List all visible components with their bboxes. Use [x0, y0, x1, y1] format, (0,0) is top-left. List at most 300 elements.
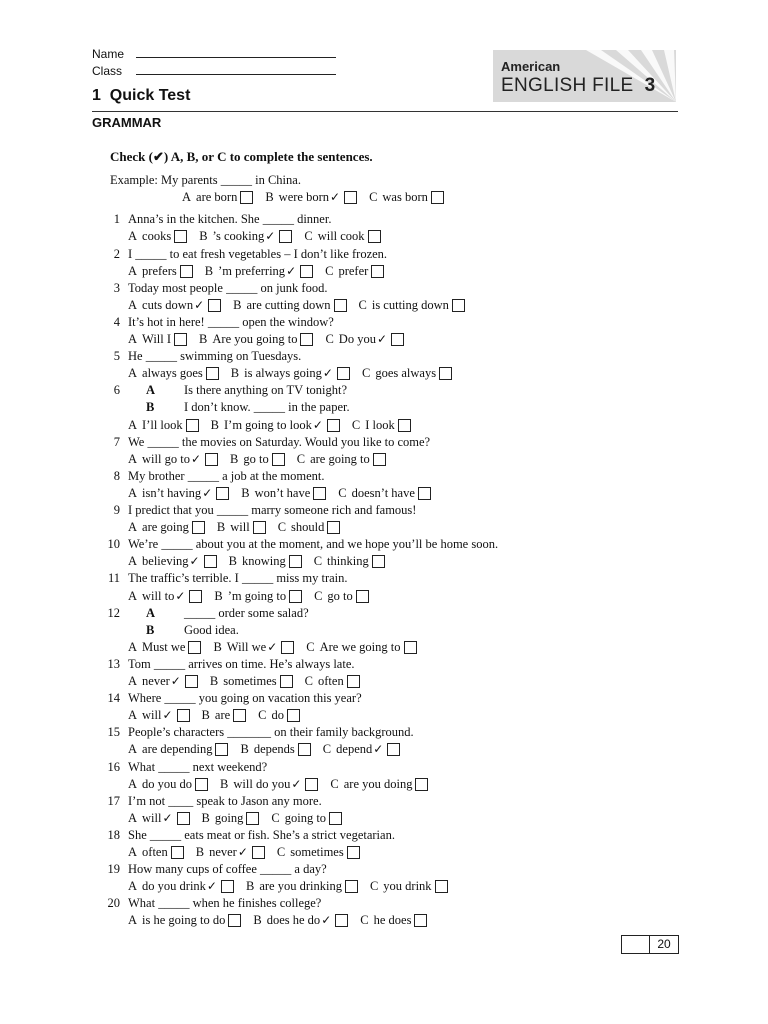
check-mark-icon: ✓ [194, 297, 205, 312]
checkbox[interactable] [372, 555, 385, 568]
checkbox[interactable] [435, 880, 448, 893]
question-stem: She _____ eats meat or fish. She’s a strict vegetarian. [128, 827, 395, 842]
option-text: are you drinking [259, 879, 342, 894]
option-text: going [214, 810, 244, 825]
option-text: go to [327, 588, 353, 603]
instructions: Check (✔) A, B, or C to complete the sentences. [110, 149, 373, 164]
option-letter: A [182, 190, 192, 205]
check-mark-icon: ✓ [175, 588, 186, 603]
option-a[interactable] [128, 912, 241, 929]
option-text: will [230, 520, 250, 535]
option-text: often [318, 674, 344, 689]
question-stem: Anna’s in the kitchen. She _____ dinner. [128, 212, 332, 227]
checkbox[interactable] [337, 367, 350, 380]
option-c[interactable] [258, 707, 300, 724]
logo-level: 3 [644, 75, 656, 96]
option-c[interactable] [352, 417, 411, 434]
option-c[interactable] [359, 297, 465, 314]
checkbox[interactable] [171, 846, 184, 859]
option-letter: A [128, 229, 138, 244]
question-number: 1 [113, 212, 120, 227]
check-mark-icon: ✓ [237, 845, 248, 860]
option-a[interactable] [128, 485, 229, 502]
option-letter: B [201, 810, 210, 825]
dialogue-line [0, 622, 768, 639]
checkbox[interactable] [335, 914, 348, 927]
checkbox[interactable] [180, 265, 193, 278]
question-number: 19 [107, 862, 120, 877]
option-b[interactable] [214, 588, 302, 605]
question-stem-row [0, 246, 768, 263]
checkbox[interactable] [174, 333, 187, 346]
option-letter: B [199, 332, 208, 347]
option-c[interactable] [297, 451, 386, 468]
option-text: won’t have [254, 485, 311, 500]
option-text: always goes [142, 366, 203, 381]
checkbox[interactable] [246, 812, 259, 825]
options-row [0, 519, 768, 536]
check-mark-icon: ✓ [321, 913, 332, 928]
options-row [0, 297, 768, 314]
score-box [621, 935, 679, 954]
option-text: does he do [266, 913, 321, 928]
option-letter: A [128, 639, 138, 654]
option-text: are [214, 708, 231, 723]
checkbox[interactable] [345, 880, 358, 893]
question-number: 11 [107, 571, 120, 586]
checkbox[interactable] [280, 675, 293, 688]
check-mark-icon: ✓ [376, 332, 388, 347]
checkbox[interactable] [240, 191, 253, 204]
option-letter: B [199, 229, 208, 244]
option-letter: B [213, 639, 222, 654]
check-mark-icon: ✓ [267, 639, 278, 654]
option-c[interactable] [369, 189, 444, 206]
check-mark-icon: ✓ [206, 879, 217, 894]
option-c[interactable] [314, 588, 369, 605]
option-letter: A [128, 554, 138, 569]
student-info-fields [92, 44, 336, 78]
class-label: Class [92, 64, 123, 78]
option-text: are going to [310, 451, 370, 466]
option-b[interactable] [233, 297, 346, 314]
option-text: is cutting down [371, 297, 449, 312]
question-stem: My brother _____ a job at the moment. [128, 468, 325, 483]
checkbox[interactable] [188, 641, 201, 654]
question-number: 5 [113, 349, 120, 364]
checkbox[interactable] [289, 590, 302, 603]
checkbox[interactable] [281, 641, 294, 654]
option-c[interactable] [306, 639, 416, 656]
option-a[interactable] [128, 417, 199, 434]
option-text: will [142, 810, 162, 825]
option-text: often [142, 845, 168, 860]
option-b[interactable] [213, 639, 294, 656]
option-c[interactable] [325, 263, 384, 280]
option-c[interactable] [277, 844, 360, 861]
question-stem-row [0, 656, 768, 673]
option-text: Will we [226, 639, 267, 654]
checkbox[interactable] [334, 299, 347, 312]
score-input[interactable] [622, 936, 650, 953]
option-b[interactable] [253, 912, 348, 929]
checkbox[interactable] [391, 333, 404, 346]
checkbox[interactable] [189, 590, 202, 603]
checkbox[interactable] [221, 880, 234, 893]
checkbox[interactable] [216, 487, 229, 500]
checkbox[interactable] [279, 230, 292, 243]
option-letter: C [271, 810, 280, 825]
option-letter: C [322, 742, 332, 757]
name-label: Name [92, 47, 125, 61]
question-stem-row [0, 314, 768, 331]
checkbox[interactable] [327, 419, 340, 432]
option-b[interactable] [196, 844, 265, 861]
checkbox[interactable] [347, 675, 360, 688]
checkbox[interactable] [192, 521, 205, 534]
option-b[interactable] [265, 189, 357, 206]
option-letter: C [325, 263, 334, 278]
option-letter: C [313, 554, 323, 569]
checkbox[interactable] [452, 299, 465, 312]
option-text: sometimes [290, 845, 344, 860]
checkbox[interactable] [313, 487, 326, 500]
option-b[interactable] [240, 741, 310, 758]
check-mark-icon: ✓ [202, 485, 213, 500]
check-mark-icon: ✓ [189, 554, 200, 569]
checkbox[interactable] [215, 743, 228, 756]
option-c[interactable] [278, 519, 341, 536]
option-b[interactable] [202, 810, 260, 827]
check-mark-icon: ✓ [291, 776, 302, 791]
question-stem-row [0, 827, 768, 844]
options-row [0, 331, 768, 348]
checkbox[interactable] [252, 846, 265, 859]
question-stem: Tom _____ arrives on time. He’s always late. [128, 656, 355, 671]
option-a[interactable] [128, 810, 190, 827]
option-text: is he going to do [142, 913, 226, 928]
check-mark-icon: ✓ [373, 742, 384, 757]
checkbox[interactable] [431, 191, 444, 204]
dialogue-text: _____ order some salad? [184, 605, 309, 620]
option-letter: C [325, 332, 334, 347]
checkbox[interactable] [347, 846, 360, 859]
checkbox[interactable] [177, 812, 190, 825]
option-letter: B [210, 417, 219, 432]
option-text: you drink [383, 879, 432, 894]
option-c[interactable] [370, 878, 448, 895]
checkbox[interactable] [371, 265, 384, 278]
checkbox[interactable] [300, 265, 313, 278]
option-letter: A [128, 297, 138, 312]
checkbox[interactable] [205, 453, 218, 466]
question-number: 3 [113, 280, 120, 295]
question-stem: I _____ to eat fresh vegetables – I don’t like frozen. [128, 246, 388, 261]
option-a[interactable] [128, 553, 217, 570]
header-divider [92, 111, 678, 112]
question-number: 9 [113, 503, 120, 518]
checkbox[interactable] [414, 914, 427, 927]
option-letter: B [214, 588, 223, 603]
option-letter: C [330, 776, 339, 791]
option-b[interactable] [217, 519, 266, 536]
options-row [0, 553, 768, 570]
question-stem: He _____ swimming on Tuesdays. [128, 349, 302, 364]
option-c[interactable] [305, 673, 360, 690]
option-c[interactable] [304, 228, 380, 245]
option-letter: A [128, 708, 138, 723]
option-c[interactable] [314, 553, 385, 570]
option-a[interactable] [128, 878, 234, 895]
option-text: cooks [142, 229, 172, 244]
option-c[interactable] [323, 741, 401, 758]
checkbox[interactable] [206, 367, 219, 380]
question-stem-row [0, 724, 768, 741]
option-a[interactable] [128, 588, 202, 605]
option-b[interactable] [229, 553, 302, 570]
option-letter: A [128, 742, 138, 757]
option-letter: C [369, 879, 379, 894]
option-text: was born [382, 190, 428, 205]
option-b[interactable] [205, 263, 313, 280]
option-letter: C [369, 190, 378, 205]
checkbox[interactable] [305, 778, 318, 791]
option-b[interactable] [199, 228, 292, 245]
option-text: ’m going to [227, 588, 287, 603]
option-text: Are you going to [212, 332, 298, 347]
option-c[interactable] [362, 365, 452, 382]
option-text: thinking [327, 554, 369, 569]
option-text: goes always [375, 366, 437, 381]
question-number: 7 [113, 434, 120, 449]
option-a[interactable] [128, 365, 219, 382]
option-b[interactable] [211, 417, 340, 434]
speaker-label: A [146, 383, 156, 398]
checkbox[interactable] [233, 709, 246, 722]
option-text: will do you [233, 776, 291, 791]
checkbox[interactable] [439, 367, 452, 380]
question-stem-row [0, 895, 768, 912]
question-stem-row [0, 348, 768, 365]
option-text: I’m going to look [224, 417, 312, 432]
option-b[interactable] [202, 707, 247, 724]
check-mark-icon: ✓ [312, 417, 323, 432]
option-c[interactable] [271, 810, 342, 827]
check-mark-icon: ✓ [286, 263, 297, 278]
checkbox[interactable] [398, 419, 411, 432]
option-c[interactable] [325, 331, 404, 348]
option-text: go to [243, 451, 269, 466]
question-stem: I’m not ____ speak to Jason any more. [128, 793, 322, 808]
question-stem: It’s hot in here! _____ open the window? [128, 314, 334, 329]
option-b[interactable] [246, 878, 358, 895]
options-row [0, 189, 768, 206]
option-a[interactable] [128, 844, 184, 861]
question-number: 14 [107, 691, 120, 706]
checkbox[interactable] [356, 590, 369, 603]
checkbox[interactable] [186, 419, 199, 432]
option-a[interactable] [128, 451, 218, 468]
checkbox[interactable] [174, 230, 187, 243]
option-letter: B [245, 879, 255, 894]
score-total: 20 [657, 937, 671, 951]
option-a[interactable] [128, 707, 190, 724]
question-stem: The traffic’s terrible. I _____ miss my train. [128, 571, 348, 586]
checkbox[interactable] [329, 812, 342, 825]
option-a[interactable] [128, 263, 193, 280]
option-letter: A [128, 810, 138, 825]
question-stem-row [0, 570, 768, 587]
question-number: 8 [113, 468, 120, 483]
option-text: I’ll look [142, 417, 183, 432]
option-b[interactable] [199, 331, 313, 348]
check-mark-icon: ✓ [330, 190, 341, 205]
option-a[interactable] [128, 776, 208, 793]
option-letter: C [258, 708, 267, 723]
option-letter: B [209, 674, 219, 689]
option-text: sometimes [223, 674, 277, 689]
option-a[interactable] [128, 639, 201, 656]
options-row [0, 263, 768, 280]
option-a[interactable] [128, 519, 205, 536]
logo-line-2: ENGLISH FILE 3 [501, 75, 656, 96]
checkbox[interactable] [177, 709, 190, 722]
checkbox[interactable] [195, 778, 208, 791]
question-stem: What _____ when he finishes college? [128, 896, 322, 911]
question-number: 18 [107, 827, 120, 842]
checkbox[interactable] [344, 191, 357, 204]
option-c[interactable] [360, 912, 427, 929]
option-letter: A [128, 417, 138, 432]
option-text: going to [284, 810, 327, 825]
checkbox[interactable] [228, 914, 241, 927]
class-input-line[interactable] [136, 63, 336, 75]
option-letter: A [128, 263, 138, 278]
checkbox[interactable] [253, 521, 266, 534]
option-c[interactable] [330, 776, 428, 793]
option-letter: B [233, 297, 242, 312]
option-letter: B [204, 263, 214, 278]
checkbox[interactable] [298, 743, 311, 756]
checkbox[interactable] [208, 299, 221, 312]
checkbox[interactable] [387, 743, 400, 756]
question-number: 2 [113, 246, 120, 261]
options-row [0, 588, 768, 605]
option-letter: B [253, 913, 262, 928]
check-mark-icon: ✓ [265, 229, 276, 244]
option-b[interactable] [220, 776, 318, 793]
options-row [0, 844, 768, 861]
class-row [92, 61, 336, 78]
question-stem: We _____ the movies on Saturday. Would you like to come? [128, 434, 431, 449]
option-a[interactable] [128, 673, 198, 690]
checkbox[interactable] [289, 555, 302, 568]
checkbox[interactable] [272, 453, 285, 466]
checkbox[interactable] [300, 333, 313, 346]
question-number: 20 [107, 896, 120, 911]
option-letter: C [304, 229, 313, 244]
check-mark-icon: ✓ [190, 451, 202, 466]
checkbox[interactable] [287, 709, 300, 722]
option-a[interactable] [128, 297, 221, 314]
dialogue-text: I don’t know. _____ in the paper. [184, 400, 350, 415]
checkbox[interactable] [368, 230, 381, 243]
options-row [0, 776, 768, 793]
checkbox[interactable] [327, 521, 340, 534]
checkbox[interactable] [404, 641, 417, 654]
checkbox[interactable] [373, 453, 386, 466]
option-letter: B [228, 554, 237, 569]
option-letter: A [128, 366, 138, 381]
checkbox[interactable] [204, 555, 217, 568]
example-stem [0, 172, 768, 189]
option-text: depends [253, 742, 295, 757]
option-letter: C [276, 845, 286, 860]
checkbox[interactable] [418, 487, 431, 500]
question-number: 10 [107, 537, 120, 552]
question-number: 6 [113, 383, 120, 398]
options-row [0, 878, 768, 895]
example-text: Example: My parents _____ in China. [110, 173, 301, 187]
checkbox[interactable] [185, 675, 198, 688]
option-b[interactable] [230, 451, 285, 468]
option-text: will [142, 708, 162, 723]
check-mark-icon: ✓ [162, 810, 173, 825]
name-input-line[interactable] [136, 46, 336, 58]
option-a[interactable] [182, 189, 253, 206]
question-stem-row [0, 861, 768, 878]
option-letter: B [265, 190, 274, 205]
option-text: depend [336, 742, 373, 757]
question-stem-row [0, 211, 768, 228]
option-text: Will I [142, 332, 172, 347]
option-c[interactable] [338, 485, 431, 502]
option-text: never [142, 674, 170, 689]
options-row [0, 912, 768, 929]
option-text: are going [142, 520, 189, 535]
options-row [0, 639, 768, 656]
american-english-file-logo [493, 50, 676, 102]
option-text: doesn’t have [351, 485, 415, 500]
option-text: ’m preferring [218, 263, 286, 278]
checkbox[interactable] [415, 778, 428, 791]
options-row [0, 451, 768, 468]
option-letter: A [128, 588, 138, 603]
option-text: are cutting down [246, 297, 331, 312]
option-letter: A [128, 879, 138, 894]
option-text: is always going [244, 366, 322, 381]
option-letter: A [128, 520, 138, 535]
question-stem-row [0, 759, 768, 776]
options-row [0, 365, 768, 382]
option-letter: C [338, 485, 347, 500]
option-letter: A [128, 674, 138, 689]
option-b[interactable] [231, 365, 350, 382]
option-b[interactable] [210, 673, 293, 690]
check-mark-icon: ✓ [322, 366, 333, 381]
question-stem-row [0, 793, 768, 810]
question-number: 13 [107, 656, 120, 671]
option-letter: B [216, 520, 226, 535]
option-letter: C [358, 297, 367, 312]
option-text: do [271, 708, 284, 723]
option-a[interactable] [128, 331, 187, 348]
option-letter: C [306, 639, 315, 654]
option-a[interactable] [128, 228, 187, 245]
option-b[interactable] [241, 485, 326, 502]
question-stem: Where _____ you going on vacation this year? [128, 691, 362, 706]
option-a[interactable] [128, 741, 228, 758]
